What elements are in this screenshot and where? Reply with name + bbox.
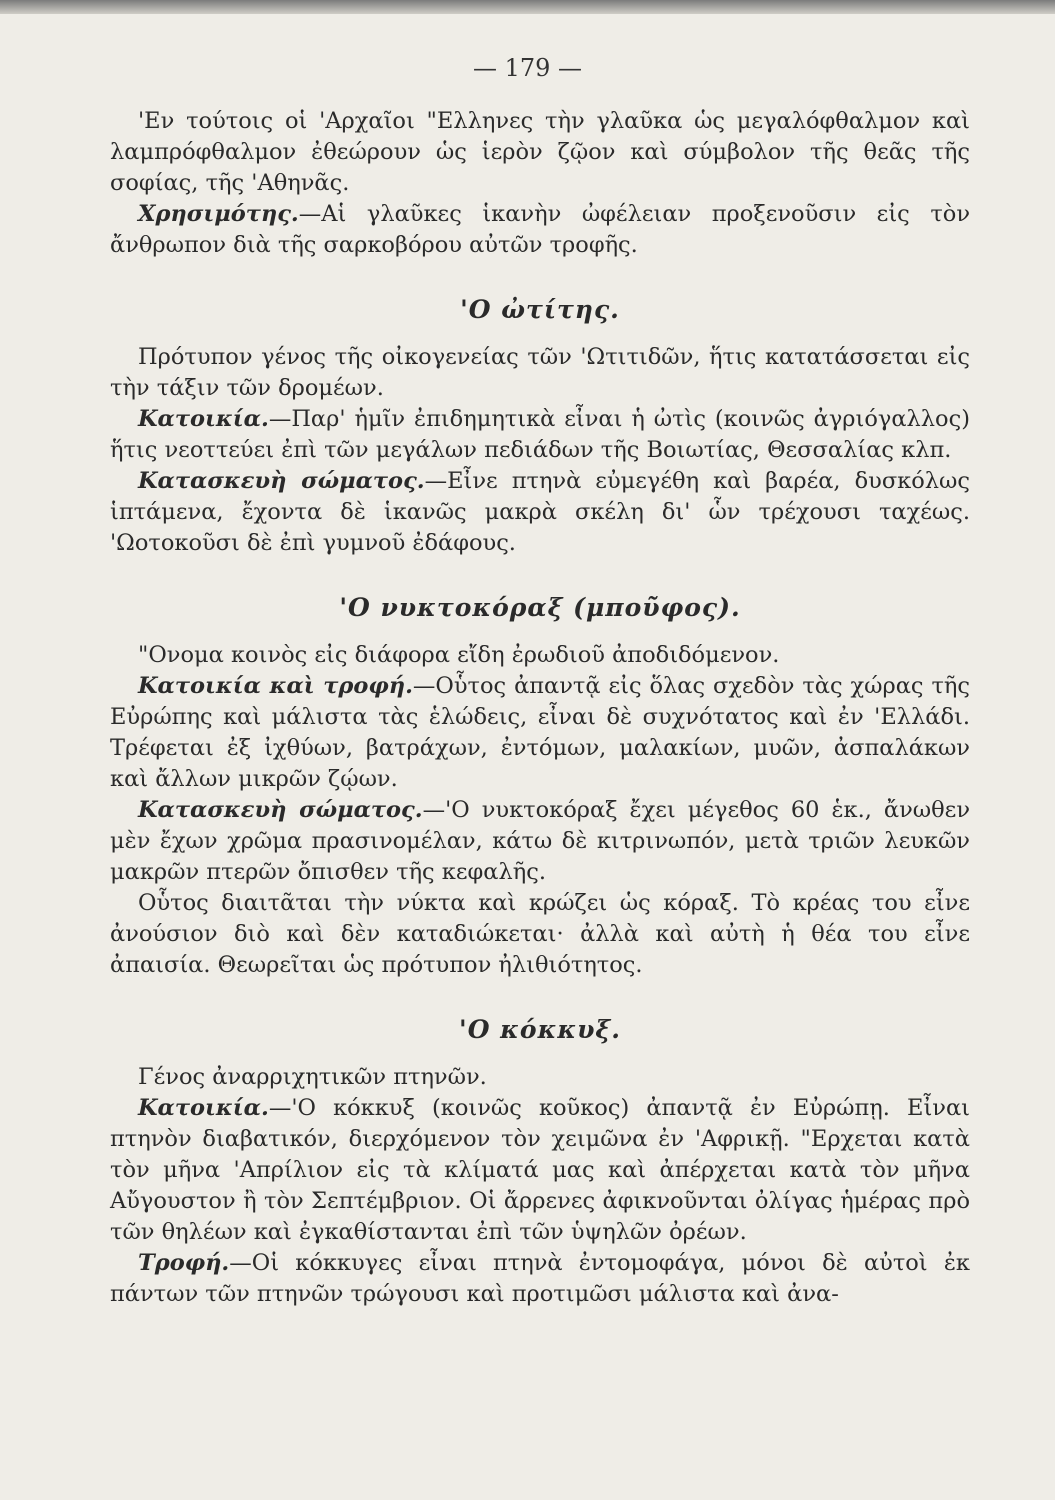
paragraph-text: —Αἱ γλαῦκες ἱκανὴν ὠφέλειαν προξενοῦσιν εἰς τὸν ἄνθρωπον διὰ τῆς σαρκοβόρου αὐτῶν τροφῆς.	[110, 201, 970, 258]
paragraph-text: Γένος ἀναρριχητικῶν πτηνῶν.	[138, 1064, 487, 1090]
section-kokkyx	[110, 1015, 970, 1310]
paragraph	[110, 106, 970, 199]
scan-top-edge	[0, 0, 1055, 14]
paragraph-term: Κατοικία.	[138, 406, 269, 432]
paragraph	[110, 1062, 970, 1093]
paragraph-text: Οὗτος διαιτᾶται τὴν νύκτα καὶ κρώζει ὡς κόραξ. Τὸ κρέας του εἶνε ἀνούσιον διὸ καὶ δὲν καταδιώκεται· ἀλλὰ καὶ αὐτὴ ἡ θέα του εἶνε ἀπαισία. Θεωρεῖται ὡς πρότυπον ἠλιθιότητος.	[110, 890, 970, 978]
paragraph	[110, 199, 970, 261]
paragraph-text: —Οὗτος ἀπαντᾷ εἰς ὅλας σχεδὸν τὰς χώρας τῆς Εὐρώπης καὶ μάλιστα τὰς ἑλώδεις, εἶναι δὲ συχνότατος καὶ ἐν 'Ελλάδι. Τρέφεται ἐξ ἰχθύων, βατράχων, ἐντόμων, μαλακίων, μυῶν, ἀσπαλάκων καὶ ἄλλων μικρῶν ζῴων.	[110, 673, 970, 792]
paragraph-text: —Παρ' ἡμῖν ἐπιδημητικὰ εἶναι ἡ ὠτὶς (κοινῶς ἀγριόγαλλος) ἥτις νεοττεύει ἐπὶ τῶν μεγάλων πεδιάδων τῆς Βοιωτίας, Θεσσαλίας κλπ.	[110, 406, 970, 463]
paragraph-text: —Οἱ κόκκυγες εἶναι πτηνὰ ἐντομοφάγα, μόνοι δὲ αὐτοὶ ἐκ πάντων τῶν πτηνῶν τρώγουσι καὶ προτιμῶσι μάλιστα καὶ ἀνα-	[110, 1250, 970, 1307]
page-body	[110, 106, 970, 1310]
section-intro	[110, 106, 970, 261]
paragraph	[110, 404, 970, 466]
paragraph-text: Πρότυπον γένος τῆς οἰκογενείας τῶν 'Ωτιτιδῶν, ἥτις κατατάσσεται εἰς τὴν τάξιν τῶν δρομέων.	[110, 344, 970, 401]
paragraph	[110, 342, 970, 404]
paragraph-term: Κατασκευὴ σώματος.	[138, 797, 423, 823]
paragraph-term: Τροφή.	[138, 1250, 230, 1276]
paragraph-term: Κατασκευὴ σώματος.	[138, 468, 425, 494]
page-number: — 179 —	[472, 54, 583, 82]
paragraph-text: —'Ο κόκκυξ (κοινῶς κοῦκος) ἀπαντᾷ ἐν Εὐρώπῃ. Εἶναι πτηνὸν διαβατικόν, διερχόμενον τὸν χειμῶνα ἐν 'Αφρικῇ. "Ερχεται κατὰ τὸν μῆνα 'Απρίλιον εἰς τὰ κλίματά μας καὶ ἀπέρχεται κατὰ τὸν μῆνα Αὔγουστον ἢ τὸν Σεπτέμβριον. Οἱ ἄρρενες ἀφικνοῦνται ὀλίγας ἡμέρας πρὸ τῶν θηλέων καὶ ἐγκαθίστανται ἐπὶ τῶν ὑψηλῶν ὀρέων.	[110, 1095, 970, 1245]
paragraph-text: —Εἶνε πτηνὰ εὐμεγέθη καὶ βαρέα, δυσκόλως ἱπτάμενα, ἔχοντα δὲ ἱκανῶς μακρὰ σκέλη δι' ὧν τρέχουσι ταχέως. 'Ωοτοκοῦσι δὲ ἐπὶ γυμνοῦ ἐδάφους.	[110, 468, 971, 556]
section-otitis	[110, 295, 970, 559]
paragraph-term: Κατοικία.	[138, 1095, 269, 1121]
paragraph	[110, 671, 970, 795]
paragraph	[110, 1248, 970, 1310]
paragraph-term: Χρησιμότης.	[138, 201, 299, 227]
paragraph	[110, 640, 970, 671]
section-heading: 'Ο κόκκυξ.	[459, 1015, 621, 1044]
book-page	[0, 14, 1055, 1500]
paragraph-term: Κατοικία καὶ τροφή.	[138, 673, 413, 699]
paragraph-text: 'Εν τούτοις οἱ 'Αρχαῖοι "Ελληνες τὴν γλαῦκα ὡς μεγαλόφθαλμον καὶ λαμπρόφθαλμον ἐθεώρουν ὡς ἱερὸν ζῷον καὶ σύμβολον τῆς θεᾶς τῆς σοφίας, τῆς 'Αθηνᾶς.	[110, 108, 970, 196]
paragraph	[110, 795, 970, 888]
section-nyktokorax	[110, 593, 970, 981]
paragraph	[110, 1093, 970, 1248]
section-heading: 'Ο νυκτοκόραξ (μποῦφος).	[339, 593, 741, 622]
section-heading: 'Ο ὠτίτης.	[460, 295, 620, 324]
paragraph-text: "Ονομα κοινὸς εἰς διάφορα εἴδη ἐρωδιοῦ ἀποδιδόμενον.	[138, 642, 780, 668]
paragraph	[110, 466, 970, 559]
paragraph	[110, 888, 970, 981]
paragraph-text: —'Ο νυκτοκόραξ ἔχει μέγεθος 60 ἑκ., ἄνωθεν μὲν ἔχων χρῶμα πρασινομέλαν, κάτω δὲ κιτρινωπόν, μετὰ τριῶν λευκῶν μακρῶν πτερῶν ὄπισθεν τῆς κεφαλῆς.	[110, 797, 970, 885]
